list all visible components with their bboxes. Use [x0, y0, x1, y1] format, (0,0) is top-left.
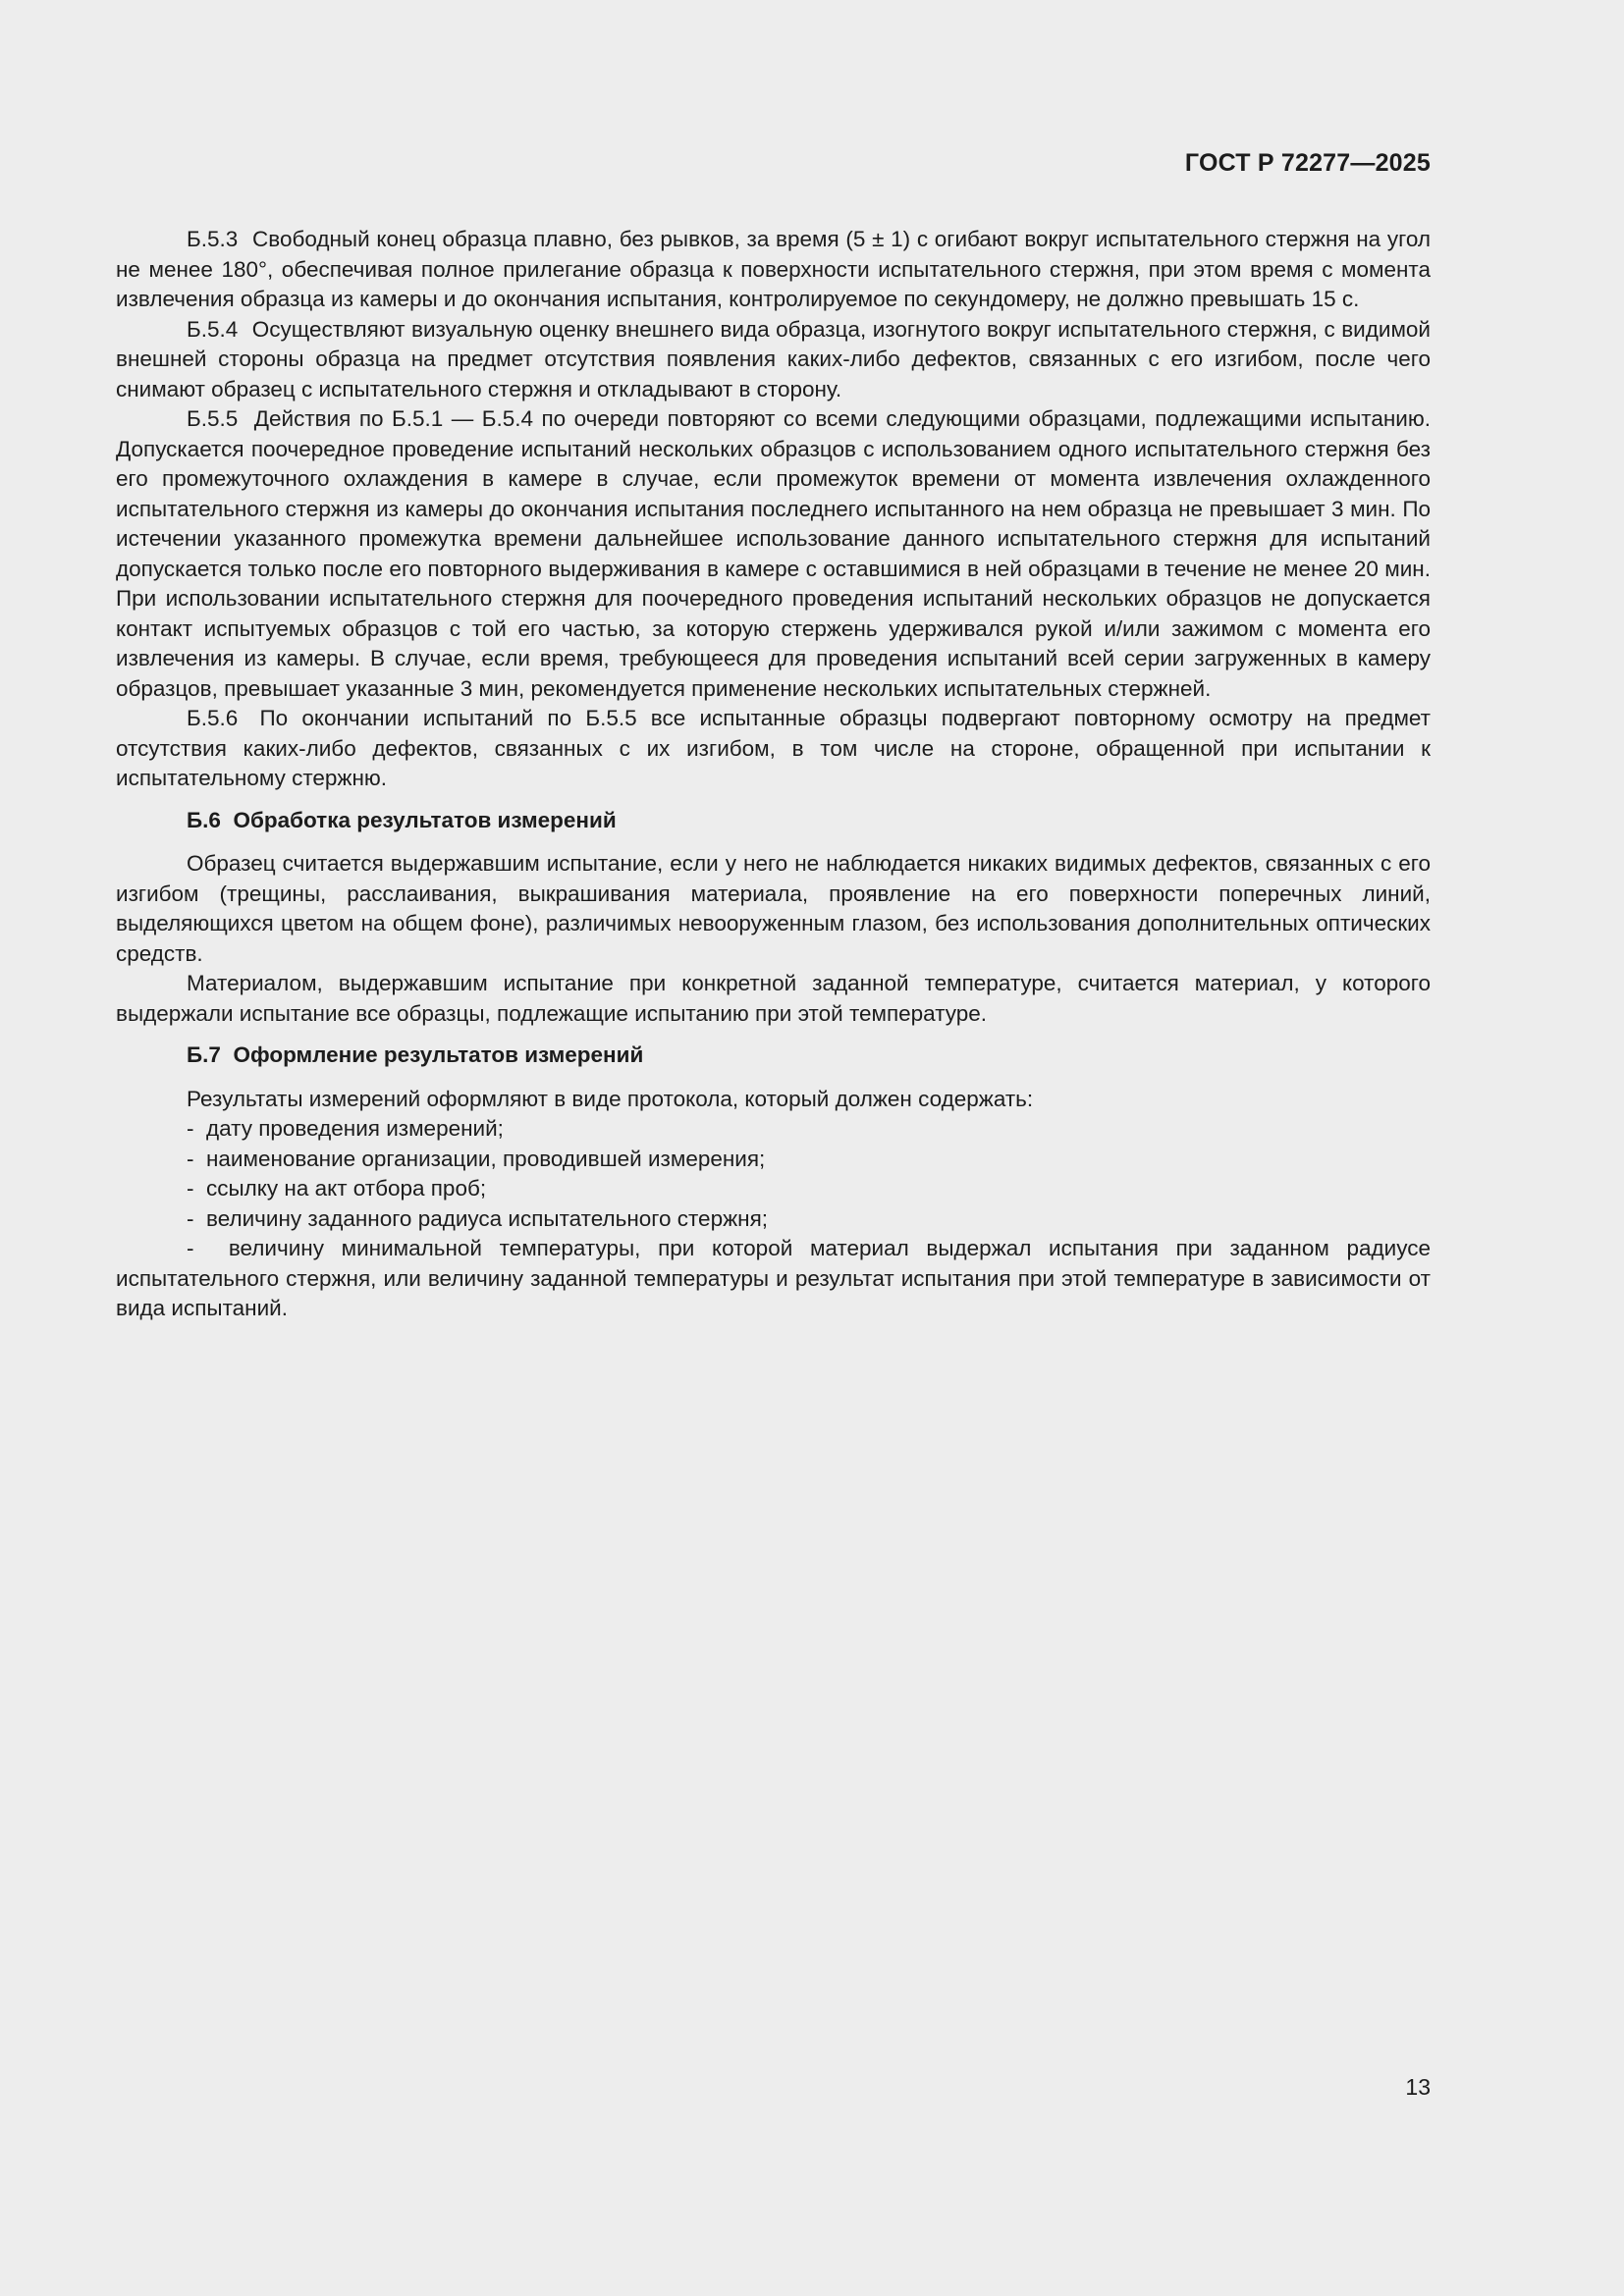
paragraph-b53 [116, 225, 1431, 315]
clause-text: По окончании испытаний по Б.5.5 все испытанные образцы подвергают повторному осмотру на предмет отсутствия каких-либо дефектов, связанных с их изгибом, в том числе на стороне, обращенной при испытании к испытательному стержню. [116, 706, 1431, 790]
section-heading-b6: Б.6 Обработка результатов измерений [187, 807, 617, 832]
clause-number: Б.5.6 [187, 706, 239, 730]
paragraph-b7-intro: Результаты измерений оформляют в виде протокола, который должен содержать: [187, 1086, 1034, 1111]
list-item: - величину минимальной температуры, при которой материал выдержал испытания при заданном радиусе испытательного стержня, или величину заданной температуры и результат испытания при этой температуре в зависимости от вида испытаний. [116, 1236, 1437, 1320]
clause-text: Действия по Б.5.1 — Б.5.4 по очереди повторяют со всеми следующими образцами, подлежащими испытанию. Допускается поочередное проведение испытаний нескольких образцов с использованием одного испытательного стержня без его промежуточного охлаждения в камере в случае, если промежуток времени от момента извлечения охлажденного испытательного стержня из камеры до окончания испытания последнего испытанного на нем образца не превышает 3 мин. По истечении указанного промежутка времени дальнейшее использование данного испытательного стержня для испытаний допускается только после его повторного выдерживания в камере с оставшимися в ней образцами в течение не менее 20 мин. При использовании испытательного стержня для поочередного проведения испытаний нескольких образцов не допускается контакт испытуемых образцов с той его частью, за которую стержень удерживался рукой и/или зажимом с момента его извлечения из камеры. В случае, если время, требующееся для проведения испытаний всей серии загруженных в камеру образцов, превышает указанные 3 мин, рекомендуется применение нескольких испытательных стержней. [116, 406, 1431, 701]
page-number: 13 [1405, 2074, 1431, 2100]
paragraph-b56 [116, 704, 1431, 794]
paragraph-b54 [116, 315, 1431, 405]
clause-number: Б.5.4 [187, 316, 239, 342]
clause-number: Б.5.3 [187, 227, 239, 251]
clause-text: Свободный конец образца плавно, без рывков, за время (5 ± 1) с огибают вокруг испытательного стержня на угол не менее 180°, обеспечивая полное прилегание образца к поверхности испытательного стержня, при этом время с момента извлечения образца из камеры и до окончания испытания, контролируемое по секундомеру, не должно превышать 15 с. [116, 227, 1431, 311]
clause-text: Осуществляют визуальную оценку внешнего вида образца, изогнутого вокруг испытательного стержня, с видимой внешней стороны образца на предмет отсутствия появления каких-либо дефектов, связанных с его изгибом, после чего снимают образец с испытательного стержня и откладывают в сторону. [116, 316, 1431, 401]
paragraph-b6-1: Образец считается выдержавшим испытание, если у него не наблюдается никаких видимых дефектов, связанных с его изгибом (трещины, расслаивания, выкрашивания материала, проявление на его поверхности поперечных линий, выделяющихся цветом на общем фоне), различимых невооруженным глазом, без использования дополнительных оптических средств. [116, 851, 1431, 966]
list-item: - ссылку на акт отбора проб; [187, 1176, 487, 1201]
list-item: - величину заданного радиуса испытательного стержня; [187, 1205, 768, 1231]
document-code: ГОСТ Р 72277—2025 [1184, 149, 1431, 177]
paragraph-b6-2: Материалом, выдержавшим испытание при конкретной заданной температуре, считается материал, у которого выдержали испытание все образцы, подлежащие испытанию при этой температуре. [116, 971, 1431, 1026]
page-content [116, 225, 1437, 1324]
paragraph-b55 [116, 404, 1431, 704]
section-heading-b7: Б.7 Оформление результатов измерений [187, 1042, 644, 1067]
list-item: - наименование организации, проводившей измерения; [187, 1146, 766, 1171]
clause-number: Б.5.5 [187, 406, 239, 431]
list-item: - дату проведения измерений; [187, 1116, 504, 1141]
